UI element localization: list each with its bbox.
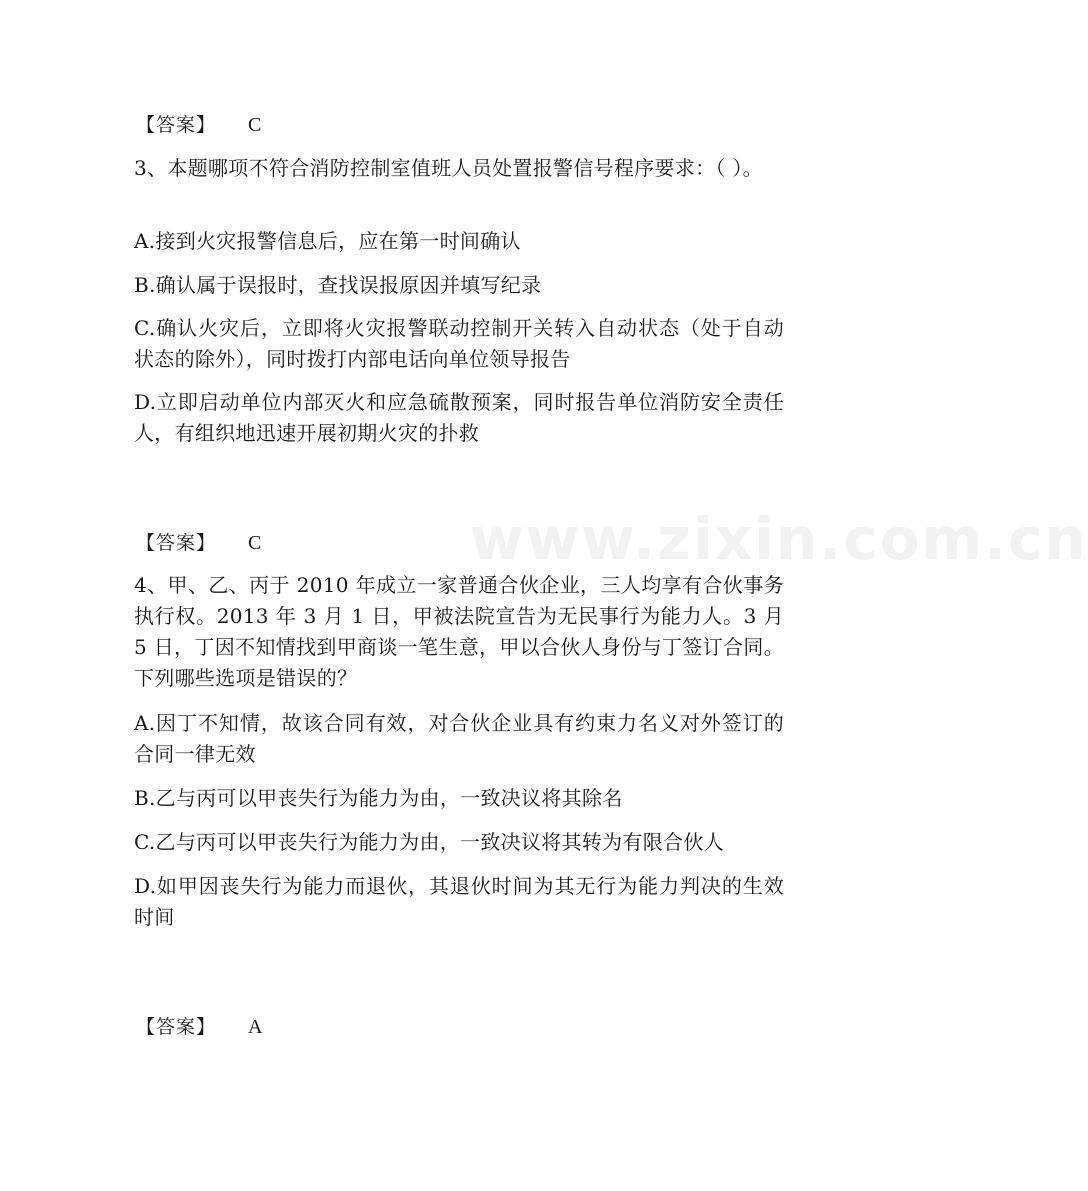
answer-line-1 — [136, 111, 261, 139]
question-4-option-a: A.因丁不知情，故该合同有效，对合伙企业具有约束力名义对外签订的合同一律无效 — [134, 711, 784, 766]
answer-label: 【答案】 — [136, 532, 217, 554]
question-4: 4、甲、乙、丙于 2010 年成立一家普通合伙企业，三人均享有合伙事务执行权。2013 年 3 月 1 日，甲被法院宣告为无民事行为能力人。3 月 5 日，丁因不知情找到甲商谈一笔生意，甲以合伙人身份与丁签订合同。下列哪些选项是错误的？ — [134, 573, 784, 690]
question-3-option-d: D.立即启动单位内部灭火和应急硫散预案，同时报告单位消防安全责任人，有组织地迅速开展初期火灾的扑救 — [134, 390, 784, 445]
answer-line-2 — [136, 529, 261, 557]
answer-value: C — [248, 114, 262, 136]
question-4-option-b: B.乙与丙可以甲丧失行为能力为由，一致决议将其除名 — [134, 786, 623, 810]
question-3-option-a: A.接到火灾报警信息后，应在第一时间确认 — [134, 229, 521, 253]
question-3-option-c: C.确认火灾后，立即将火灾报警联动控制开关转入自动状态（处于自动状态的除外），同时拨打内部电话向单位领导报告 — [134, 316, 784, 371]
answer-label: 【答案】 — [136, 1016, 217, 1038]
question-4-option-c: C.乙与丙可以甲丧失行为能力为由，一致决议将其转为有限合伙人 — [134, 830, 724, 854]
question-3: 3、本题哪项不符合消防控制室值班人员处置报警信号程序要求：（ ）。 — [134, 156, 763, 180]
answer-value: C — [248, 532, 262, 554]
question-3-option-b: B.确认属于误报时，查找误报原因并填写纪录 — [134, 273, 542, 297]
answer-value: A — [248, 1016, 263, 1038]
question-4-option-d: D.如甲因丧失行为能力而退伙，其退伙时间为其无行为能力判决的生效时间 — [134, 874, 784, 929]
watermark: www.zixin.com.cn — [470, 505, 1088, 573]
answer-label: 【答案】 — [136, 114, 217, 136]
answer-line-3 — [136, 1013, 262, 1041]
